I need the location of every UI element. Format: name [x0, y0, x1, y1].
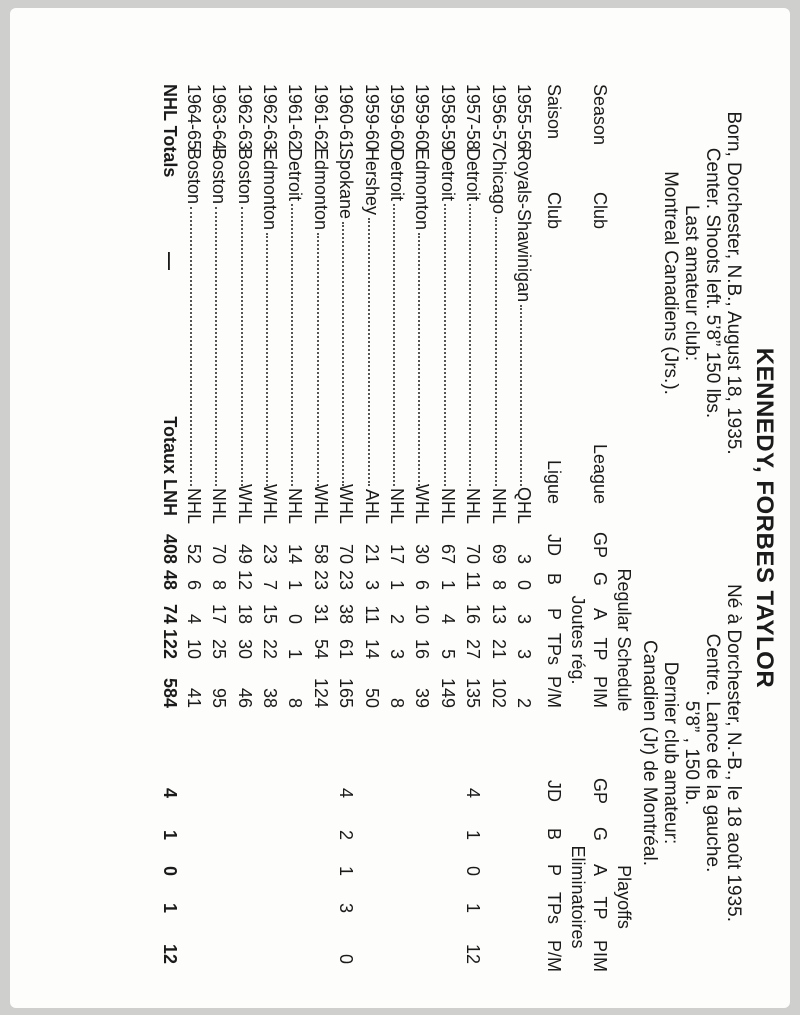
cell-tp: 21 [488, 638, 509, 659]
cell-gp: 17 [387, 543, 407, 564]
cell-club: Detroit [387, 148, 407, 202]
cell-tp: 10 [183, 638, 204, 659]
totals-playoff-tp: 1 [160, 902, 180, 913]
cell-pim: 102 [488, 677, 509, 708]
header-playoff-p: P [544, 863, 564, 877]
cell-tp: 54 [310, 638, 331, 659]
cell-tp: 14 [361, 638, 382, 659]
bio-fr-line: Né à Dorchester, N.-B., le 18 août 1935. [723, 584, 744, 922]
cell-league: NHL [209, 487, 230, 524]
bio-en-line: Last amateur club: [681, 204, 702, 362]
cell-pim: 50 [361, 687, 382, 708]
cell-p-g: 1 [463, 829, 484, 840]
cell-club: Detroit [285, 148, 306, 202]
cell-p-tp: 3 [336, 902, 357, 913]
cell-g: 0 [514, 579, 534, 590]
cell-league: WHL [310, 484, 331, 524]
cell-club: Edmonton [260, 148, 280, 231]
cell-pim: 124 [310, 677, 331, 708]
cell-g: 23 [310, 569, 331, 590]
dot-leader [368, 218, 370, 486]
cell-club: Hershey [361, 148, 382, 216]
cell-club: Detroit [463, 148, 484, 202]
cell-pim: 39 [412, 687, 433, 708]
hockey-card-back [10, 8, 790, 1008]
header-regular-schedule: Regular Schedule [614, 568, 634, 712]
cell-pim: 149 [437, 677, 458, 708]
header-season: Season [590, 84, 610, 146]
cell-g: 8 [488, 579, 509, 590]
dot-leader [342, 222, 344, 486]
cell-gp: 30 [412, 543, 433, 564]
cell-season: 1955-56 [514, 84, 534, 151]
cell-pim: 95 [209, 687, 230, 708]
cell-league: WHL [336, 484, 357, 524]
bio-en-line: Born, Dorchester, N.B., August 18, 1935. [723, 111, 744, 455]
header-season-fr: Saison [544, 84, 564, 140]
cell-p-tp: 1 [463, 902, 484, 913]
dot-leader [317, 233, 319, 486]
cell-g: 12 [234, 569, 255, 590]
dot-leader [495, 217, 497, 486]
table-row [205, 48, 229, 988]
cell-season: 1958-59 [437, 84, 458, 151]
cell-gp: 69 [488, 543, 509, 564]
totals-pim: 584 [160, 677, 180, 708]
totals-playoff-g: 1 [160, 829, 180, 840]
cell-a: 10 [412, 603, 433, 624]
bio-en-line: Center. Shoots left. 5’8” 150 lbs. [702, 147, 723, 419]
cell-league: NHL [463, 487, 484, 524]
cell-pim: 165 [336, 677, 357, 708]
cell-gp: 21 [361, 543, 382, 564]
cell-p-a: 0 [463, 865, 484, 876]
header-tp: TP [590, 637, 610, 661]
cell-tp: 3 [387, 648, 407, 659]
cell-gp: 23 [260, 543, 280, 564]
table-row [307, 48, 331, 988]
cell-a: 13 [488, 603, 509, 624]
cell-club: Boston [209, 148, 230, 205]
totals-tp: 122 [160, 628, 180, 659]
cell-a: 4 [437, 613, 458, 624]
cell-p-gp: 4 [336, 787, 357, 798]
cell-season: 1959-60 [361, 84, 382, 151]
dot-leader [393, 204, 395, 486]
cell-pim: 8 [387, 697, 407, 708]
table-row [434, 48, 458, 988]
cell-g: 3 [361, 579, 382, 590]
table-row [180, 48, 204, 988]
cell-club: Edmonton [310, 148, 331, 231]
table-row [459, 48, 483, 988]
cell-season: 1962-63 [260, 84, 280, 151]
table-row [510, 48, 534, 988]
cell-a: 15 [260, 603, 280, 624]
header-playoff-a: A [590, 863, 610, 877]
totals-dash: — [160, 252, 180, 270]
cell-pim: 38 [260, 687, 280, 708]
header-jd: JD [544, 534, 564, 556]
cell-gp: 67 [437, 543, 458, 564]
cell-league: AHL [361, 488, 382, 524]
dot-leader [418, 233, 420, 486]
cell-season: 1961-62 [285, 84, 306, 151]
table-row [256, 48, 280, 988]
cell-g: 1 [285, 579, 306, 590]
totals-row [156, 48, 180, 988]
cell-club: Detroit [437, 148, 458, 202]
cell-pim: 8 [285, 697, 306, 708]
header-playoffs-fr: Eliminatoires [568, 845, 588, 949]
cell-tp: 22 [260, 638, 280, 659]
cell-league: NHL [488, 487, 509, 524]
header-p: P [544, 607, 564, 621]
totals-playoff-gp: 4 [160, 787, 180, 798]
totals-label: NHL Totals [160, 84, 180, 178]
dot-leader [520, 305, 522, 486]
totals-g: 48 [160, 569, 180, 590]
cell-club: Boston [183, 148, 204, 205]
header-g: G [590, 571, 610, 587]
cell-league: QHL [514, 486, 534, 524]
cell-season: 1959-60 [412, 84, 433, 151]
cell-g: 6 [183, 579, 204, 590]
bio-fr-line: Canadien (Jr) de Montréal. [639, 640, 660, 866]
cell-season: 1960-61 [336, 84, 357, 151]
cell-a: 38 [336, 603, 357, 624]
cell-league: NHL [183, 487, 204, 524]
cell-league: WHL [412, 484, 433, 524]
cell-a: 4 [183, 613, 204, 624]
dot-leader [241, 207, 243, 486]
cell-a: 17 [209, 603, 230, 624]
header-playoff-tps: TPs [544, 891, 564, 925]
header-gp: GP [590, 531, 610, 559]
bio-english [660, 48, 744, 518]
dot-leader [215, 207, 217, 486]
cell-a: 11 [361, 605, 382, 624]
cell-g: 1 [437, 579, 458, 590]
cell-tp: 30 [234, 638, 255, 659]
header-league-fr: Ligue [544, 460, 564, 505]
header-tps: TPs [544, 632, 564, 666]
cell-p-g: 2 [336, 829, 357, 840]
header-playoff-b: B [544, 827, 564, 841]
cell-league: WHL [260, 484, 280, 524]
totals-playoff-a: 0 [160, 865, 180, 876]
cell-a: 16 [463, 603, 484, 624]
table-row [358, 48, 382, 988]
totals-playoff-pim: 12 [160, 943, 180, 964]
cell-a: 2 [387, 613, 407, 624]
cell-season: 1963-64 [209, 84, 230, 151]
cell-a: 18 [234, 603, 255, 624]
header-a: A [590, 607, 610, 621]
player-name: KENNEDY, FORBES TAYLOR [751, 347, 778, 689]
totals-gp: 408 [160, 533, 180, 564]
cell-g: 11 [463, 571, 484, 590]
table-row [383, 48, 407, 988]
table-row [231, 48, 255, 988]
cell-season: 1964-65 [183, 84, 204, 151]
cell-gp: 3 [514, 553, 534, 564]
cell-gp: 52 [183, 543, 204, 564]
cell-p-gp: 4 [463, 787, 484, 798]
bio-french [639, 518, 744, 988]
cell-tp: 61 [336, 638, 357, 659]
cell-p-pim: 0 [336, 953, 357, 964]
cell-a: 31 [310, 603, 331, 624]
cell-p-a: 1 [336, 865, 357, 876]
dot-leader [291, 204, 293, 486]
cell-gp: 70 [463, 543, 484, 564]
header-regular-schedule-fr: Joutes rég. [568, 595, 588, 685]
header-playoff-tp: TP [590, 896, 610, 920]
header-pim: PIM [590, 675, 610, 709]
header-pm: P/M [544, 675, 564, 709]
cell-gp: 70 [336, 543, 357, 564]
cell-season: 1959-60 [387, 84, 407, 151]
header-b: B [544, 572, 564, 586]
cell-club: Chicago [488, 148, 509, 215]
cell-season: 1956-57 [488, 84, 509, 151]
header-club-fr: Club [544, 192, 564, 230]
cell-gp: 49 [234, 543, 255, 564]
cell-league: NHL [285, 487, 306, 524]
header-playoff-pm: P/M [544, 939, 564, 973]
cell-club: Edmonton [412, 148, 433, 231]
dot-leader [469, 204, 471, 486]
cell-g: 23 [336, 569, 357, 590]
cell-season: 1962-63 [234, 84, 255, 151]
cell-club: Boston [234, 148, 255, 205]
cell-tp: 1 [285, 648, 306, 659]
table-row [408, 48, 432, 988]
cell-tp: 27 [463, 638, 484, 659]
card-content [60, 48, 780, 988]
cell-pim: 2 [514, 697, 534, 708]
cell-a: 0 [285, 613, 306, 624]
cell-season: 1961-62 [310, 84, 331, 151]
cell-a: 3 [514, 613, 534, 624]
header-playoff-pim: PIM [590, 939, 610, 973]
cell-tp: 16 [412, 638, 433, 659]
bio-fr-line: Dernier club amateur: [660, 661, 681, 845]
header-playoff-jd: JD [544, 780, 564, 802]
cell-club: Spokane [336, 148, 357, 220]
cell-g: 6 [412, 579, 433, 590]
bio-fr-line: Centre. Lance de la gauche. [702, 633, 723, 873]
cell-tp: 5 [437, 648, 458, 659]
cell-p-pim: 12 [463, 943, 484, 964]
header-playoff-g: G [590, 826, 610, 842]
table-row [332, 48, 356, 988]
bio-fr-line: 5’8” , 150 lb. [681, 700, 702, 806]
totals-label-fr: Totaux LNH [160, 416, 180, 516]
bio-en-line: Montreal Canadiens (Jrs.). [660, 171, 681, 395]
cell-pim: 46 [234, 687, 255, 708]
cell-gp: 70 [209, 543, 230, 564]
cell-gp: 14 [285, 543, 306, 564]
cell-g: 7 [260, 579, 280, 590]
cell-pim: 41 [183, 687, 204, 708]
dot-leader [266, 233, 268, 486]
cell-tp: 3 [514, 648, 534, 659]
cell-season: 1957-58 [463, 84, 484, 151]
header-playoffs: Playoffs [614, 865, 634, 929]
cell-gp: 58 [310, 543, 331, 564]
totals-a: 74 [160, 603, 180, 624]
cell-league: NHL [387, 487, 407, 524]
cell-pim: 135 [463, 677, 484, 708]
cell-g: 1 [387, 579, 407, 590]
header-playoff-gp: GP [590, 777, 610, 805]
header-league: League [590, 444, 610, 505]
dot-leader [444, 204, 446, 486]
table-row [281, 48, 305, 988]
cell-tp: 25 [209, 638, 230, 659]
cell-g: 8 [209, 579, 230, 590]
dot-leader [190, 207, 192, 486]
cell-league: NHL [437, 487, 458, 524]
cell-league: WHL [234, 484, 255, 524]
header-club: Club [590, 192, 610, 230]
table-row [485, 48, 509, 988]
cell-club: Royals-Shawinigan [514, 148, 534, 303]
